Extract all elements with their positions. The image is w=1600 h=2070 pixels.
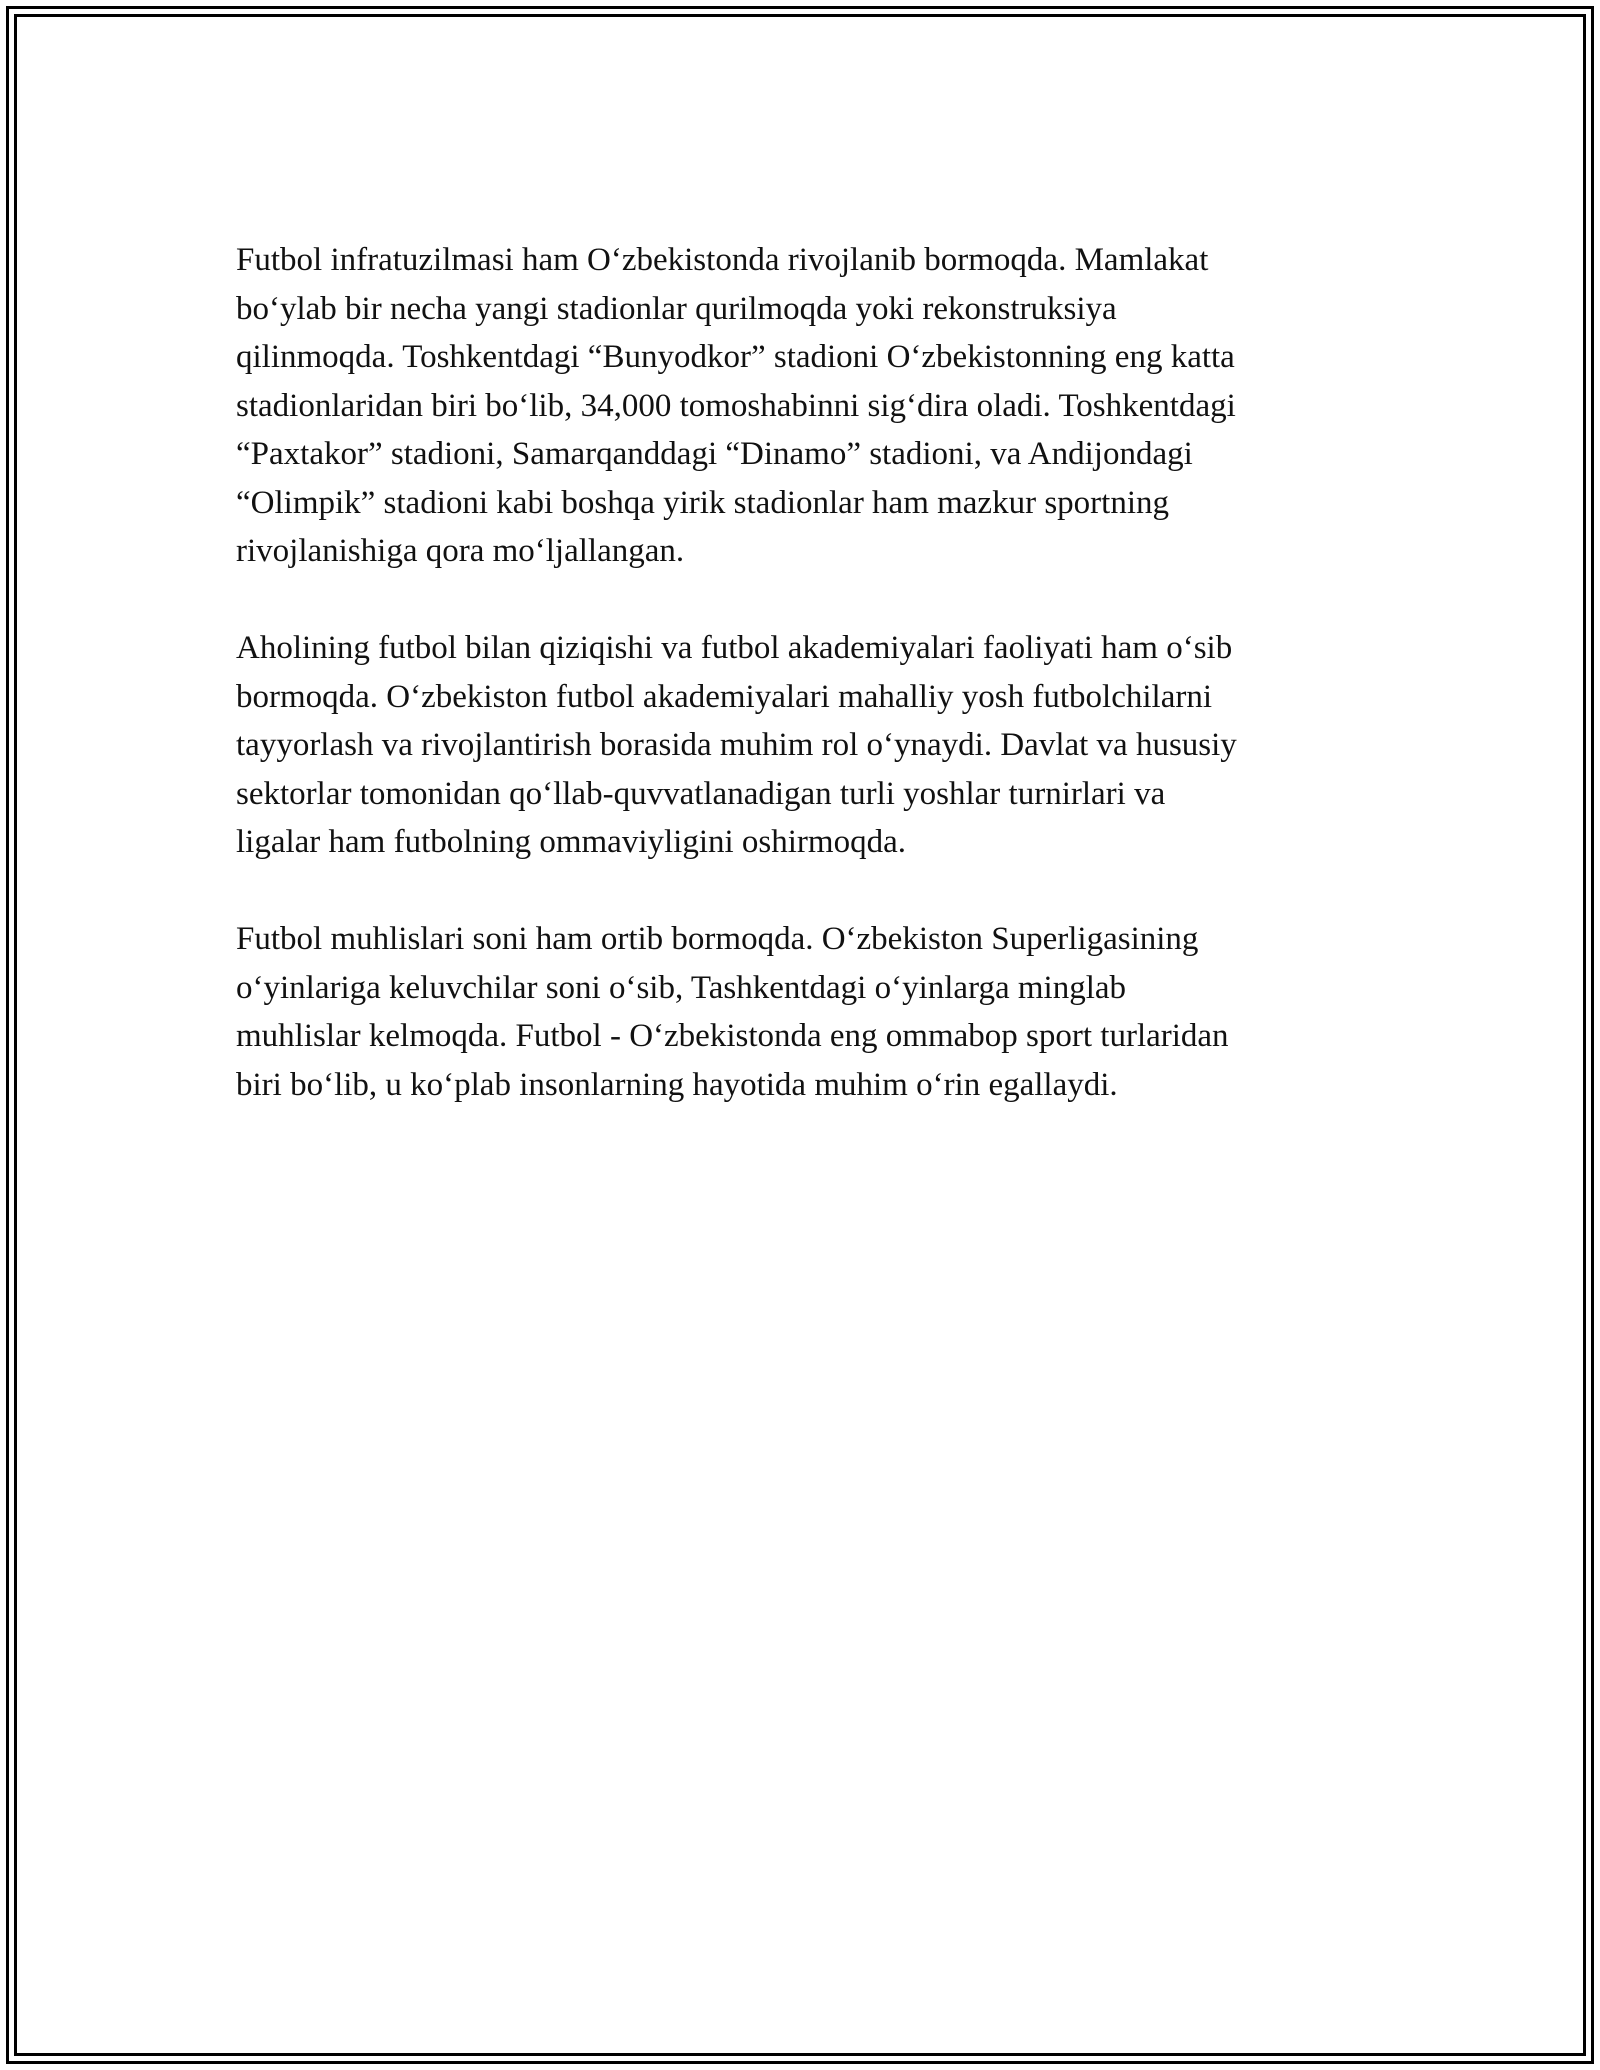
document-body (236, 236, 1366, 1158)
paragraph-stadiums: Futbol infratuzilmasi ham O‘zbekistonda rivojlanib bormoqda. Mamlakat bo‘ylab bir necha yangi stadionlar qurilmoqda yoki rekonstruksiya qilinmoqda. Toshkentdagi “Bunyodkor” stadioni O‘zbekistonning eng katta stadionlaridan biri bo‘lib, 34,000 tomoshabinni sig‘dira oladi. Toshkentdagi “Paxtakor” stadioni, Samarqanddagi “Dinamo” stadioni, va Andijondagi “Olimpik” stadioni kabi boshqa yirik stadionlar ham mazkur sportning rivojlanishiga qora mo‘ljallangan. (236, 242, 1236, 569)
paragraph-fans: Futbol muhlislari soni ham ortib bormoqda. O‘zbekiston Superligasining o‘yinlariga keluvchilar soni o‘sib, Tashkentdagi o‘yinlarga minglab muhlislar kelmoqda. Futbol - O‘zbekistonda eng ommabop sport turlaridan biri bo‘lib, u ko‘plab insonlarning hayotida muhim o‘rin egallaydi. (236, 921, 1229, 1103)
paragraph-academies: Aholining futbol bilan qiziqishi va futbol akademiyalari faoliyati ham o‘sib bormoqda. O‘zbekiston futbol akademiyalari mahalliy yosh futbolchilarni tayyorlash va rivojlantirish borasida muhim rol o‘ynaydi. Davlat va hususiy sektorlar tomonidan qo‘llab-quvvatlanadigan turli yoshlar turnirlari va ligalar ham futbolning ommaviyligini oshirmoqda. (236, 630, 1237, 860)
